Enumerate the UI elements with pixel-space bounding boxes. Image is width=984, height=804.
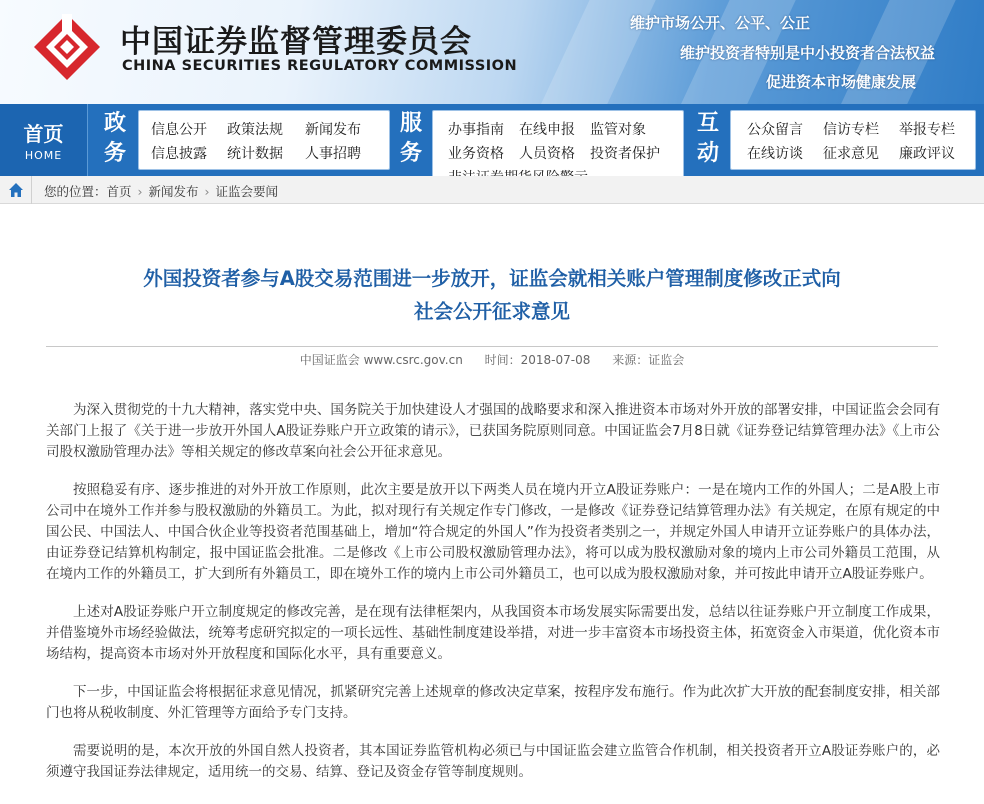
nav-item-business-qualification[interactable]: 业务资格	[448, 146, 504, 162]
nav-tag-char: 互	[696, 110, 719, 136]
breadcrumb	[0, 176, 984, 204]
nav-item-report[interactable]: 举报专栏	[899, 122, 955, 138]
slogan-2: 维护投资者特别是中小投资者合法权益	[680, 44, 936, 62]
nav-item-online-interview[interactable]: 在线访谈	[747, 146, 803, 162]
article-paragraph: 为深入贯彻党的十九大精神，落实党中央、国务院关于加快建设人才强国的战略要求和深入推进资本市场对外开放的部署安排，中国证监会会同有关部门上报了《关于进一步放开外国人A股证券账户开立政策的请示》，已获国务院原则同意。中国证监会7月8日就《证券登记结算管理办法》《上市公司股权激励管理办法》等相关规定的修改草案向社会公开征求意见。	[46, 402, 940, 460]
nav-item-statistics[interactable]: 统计数据	[227, 146, 283, 162]
nav-group-government	[138, 110, 390, 170]
nav-group-tag-service	[393, 108, 429, 172]
nav-group-tag-government	[97, 108, 133, 172]
article-body	[46, 400, 940, 800]
nav-item-petition[interactable]: 信访专栏	[823, 122, 879, 138]
article-paragraph: 下一步，中国证监会将根据征求意见情况，抓紧研究完善上述规章的修改决定草案，按程序发布施行。作为此次扩大开放的配套制度安排，相关部门也将从税收制度、外汇管理等方面给予专门支持。	[46, 684, 940, 721]
breadcrumb-trail	[44, 182, 278, 200]
slogan-3: 促进资本市场健康发展	[766, 73, 917, 91]
article-title	[100, 262, 884, 328]
breadcrumb-link-news[interactable]: 新闻发布	[148, 184, 199, 199]
nav-item-recruitment[interactable]: 人事招聘	[305, 146, 361, 162]
nav-item-supervised-entities[interactable]: 监管对象	[590, 122, 646, 138]
article-paragraph: 上述对A股证券账户开立制度规定的修改完善，是在现有法律框架内，从我国资本市场发展实际需要出发，总结以往证券账户开立制度工作成果，并借鉴境外市场经验做法，统筹考虑研究拟定的一项长远性、基础性制度建设举措，对进一步丰富资本市场投资主体，拓宽资金入市渠道，优化资本市场结构，提高资本市场对外开放程度和国际化水平，具有重要意义。	[46, 604, 940, 662]
csrc-logo[interactable]	[32, 12, 102, 82]
article-origin: 来源：证监会	[612, 353, 685, 367]
nav-item-guide[interactable]: 办事指南	[448, 122, 504, 138]
breadcrumb-prefix: 您的位置：	[44, 184, 107, 199]
article-date: 时间：2018-07-08	[484, 353, 591, 367]
nav-item-news-release[interactable]: 新闻发布	[305, 122, 361, 138]
breadcrumb-separator: ›	[204, 184, 210, 199]
nav-item-online-filing[interactable]: 在线申报	[519, 122, 575, 138]
slogan-1: 维护市场公开、公平、公正	[630, 14, 811, 32]
nav-item-investor-protection[interactable]: 投资者保护	[590, 146, 660, 162]
nav-home-label-cn: 首页	[23, 122, 64, 146]
main-nav	[0, 104, 984, 176]
nav-home-label-en: HOME	[24, 149, 63, 162]
nav-item-solicit-opinions[interactable]: 征求意见	[823, 146, 879, 162]
nav-item-policy-law[interactable]: 政策法规	[227, 122, 283, 138]
nav-item-info-public[interactable]: 信息公开	[151, 122, 207, 138]
breadcrumb-link-csrc-news[interactable]: 证监会要闻	[215, 184, 279, 199]
article-paragraph: 按照稳妥有序、逐步推进的对外开放工作原则，此次主要是放开以下两类人员在境内开立A股证券账户：一是在境内工作的外国人；二是A股上市公司中在境外工作并参与股权激励的外籍员工。为此，拟对现行有关规定作专门修改，一是修改《证券登记结算管理办法》有关规定，在原有规定的中国公民、中国法人、中国合伙企业等投资者范围基础上，增加“符合规定的外国人”作为投资者类别之一，并规定外国人申请开立证券账户的具体办法，由证券登记结算机构制定，报中国证监会批准。二是修改《上市公司股权激励管理办法》，将可以成为股权激励对象的境内上市公司外籍员工范围，从在境内工作的外籍员工，扩大到所有外籍员工，即在境外工作的境内上市公司外籍员工，也可以成为股权激励对象，并可按此申请开立A股证券账户。	[46, 482, 940, 582]
org-name-en: CHINA SECURITIES REGULATORY COMMISSION	[122, 58, 518, 74]
nav-group-tag-interaction	[690, 108, 726, 172]
nav-item-personnel-qualification[interactable]: 人员资格	[519, 146, 575, 162]
nav-tag-char: 务	[399, 140, 422, 166]
article-divider	[46, 346, 938, 347]
org-name-cn: 中国证券监督管理委员会	[120, 24, 472, 60]
nav-tag-char: 政	[103, 110, 126, 136]
article-meta	[46, 351, 938, 368]
nav-tag-char: 务	[103, 140, 126, 166]
article-title-line-2: 社会公开征求意见	[413, 300, 570, 323]
article-paragraph: 需要说明的是，本次开放的外国自然人投资者，其本国证券监管机构必须已与中国证监会建立监管合作机制，相关投资者开立A股证券账户的，必须遵守我国证券法律规定，适用统一的交易、结算、登记及资金存管等制度规则。	[46, 743, 940, 780]
breadcrumb-separator: ›	[137, 184, 143, 199]
article-title-line-1: 外国投资者参与A股交易范围进一步放开，证监会就相关账户管理制度修改正式向	[143, 267, 841, 290]
nav-home-button[interactable]	[0, 104, 88, 176]
nav-tag-char: 服	[399, 110, 422, 136]
nav-item-integrity-evaluation[interactable]: 廉政评议	[899, 146, 955, 162]
breadcrumb-link-home[interactable]: 首页	[106, 184, 132, 199]
site-banner	[0, 0, 984, 104]
nav-tag-char: 动	[696, 140, 719, 166]
nav-group-interaction	[730, 110, 976, 170]
nav-item-public-message[interactable]: 公众留言	[747, 122, 803, 138]
article-source: 中国证监会 www.csrc.gov.cn	[299, 353, 463, 367]
nav-item-info-disclosure[interactable]: 信息披露	[151, 146, 207, 162]
breadcrumb-home[interactable]	[0, 176, 32, 204]
home-icon[interactable]	[8, 182, 24, 198]
